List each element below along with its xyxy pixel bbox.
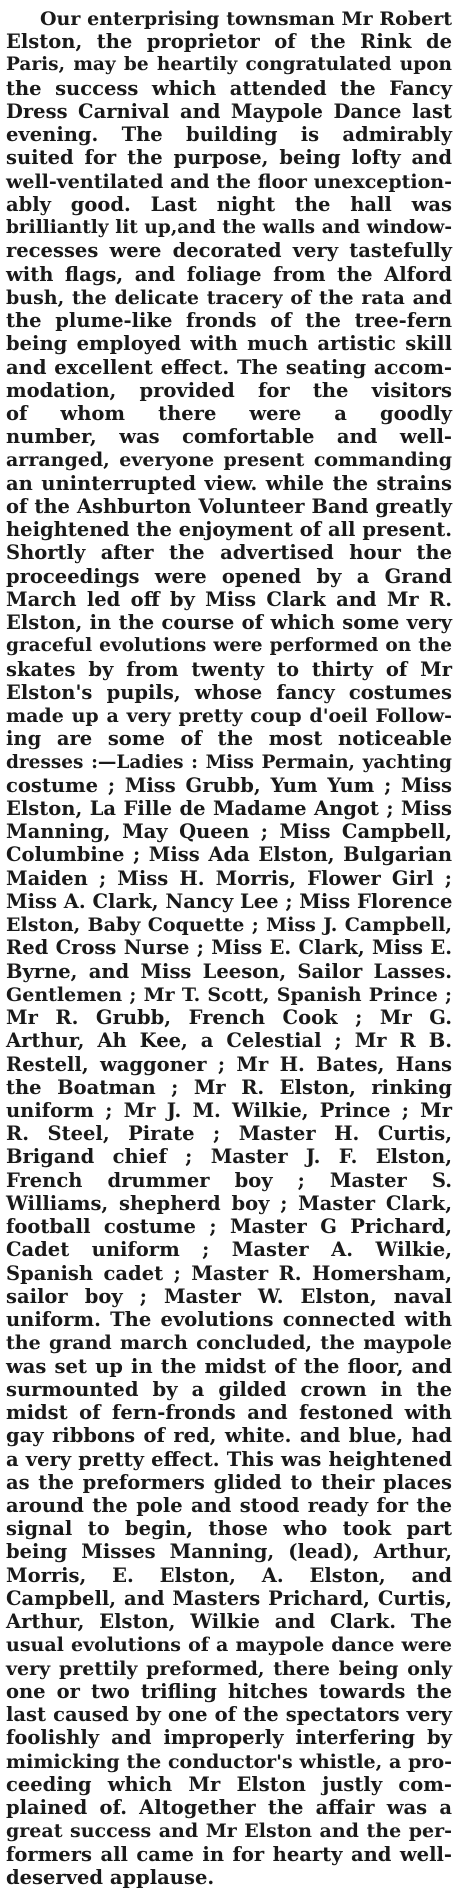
article-line: last caused by one of the spectators very — [6, 1703, 452, 1727]
article-line: Mr R. Grubb, French Cook ; Mr G. — [6, 1006, 452, 1030]
article-line: brilliantly lit up,and the walls and window- — [6, 217, 452, 239]
article-line: suited for the purpose, being lofty and — [6, 146, 452, 170]
article-line: March led off by Miss Clark and Mr R. — [6, 587, 452, 611]
article-line: Spanish cadet ; Master R. Homersham, — [6, 1261, 452, 1285]
article-line: usual evolutions of a maypole dance were — [6, 1634, 452, 1657]
article-line: was set up in the midst of the floor, and — [6, 1354, 452, 1378]
article-line: made up a very pretty coup d'oeil Follow- — [6, 705, 452, 728]
article-line: skates by from twenty to thirty of Mr — [6, 657, 452, 681]
article-line: very prettily preformed, there being only — [6, 1657, 452, 1680]
article-line: ceeding which Mr Elston justly com- — [6, 1772, 452, 1796]
article-line: of whom there were a goodly — [6, 401, 452, 425]
article-line: mimicking the conductor's whistle, a pro- — [6, 1750, 452, 1773]
article-line: Miss A. Clark, Nancy Lee ; Miss Florence — [6, 889, 453, 913]
article-line: uniform. The evolutions connected with — [6, 1308, 452, 1332]
article-line: ably good. Last night the hall was — [6, 192, 452, 216]
article-line: signal to begin, those who took part — [6, 1517, 452, 1541]
article-line: sailor boy ; Master W. Elston, naval — [6, 1284, 452, 1308]
article-line: being Misses Manning, (lead), Arthur, — [6, 1540, 452, 1564]
article-line: recesses were decorated very tastefully — [6, 239, 452, 263]
article-line: French drummer boy ; Master S. — [6, 1168, 452, 1192]
article-line: Maiden ; Miss H. Morris, Flower Girl ; — [6, 866, 452, 890]
article-line: bush, the delicate tracery of the rata and — [6, 286, 452, 309]
article-line: Byrne, and Miss Leeson, Sailor Lasses. — [6, 959, 452, 983]
article-line: Arthur, Elston, Wilkie and Clark. The — [6, 1610, 452, 1634]
article-line: well-ventilated and the floor unexception- — [6, 170, 452, 193]
article-line: R. Steel, Pirate ; Master H. Curtis, — [6, 1122, 452, 1146]
article-line: a very pretty effect. This was heightened — [6, 1447, 452, 1471]
article-line: being employed with much artistic skill — [6, 332, 452, 356]
article-line: deserved applause. — [6, 1865, 215, 1889]
article-line: Columbine ; Miss Ada Elston, Bulgarian — [6, 843, 452, 867]
article-line: Elston, in the course of which some very — [6, 611, 452, 635]
article-line: Brigand chief ; Master J. F. Elston, — [6, 1145, 452, 1169]
article-line: Paris, may be heartily congratulated upon — [6, 54, 452, 76]
article-line: Restell, waggoner ; Mr H. Bates, Hans — [6, 1052, 452, 1076]
article-line: around the pole and stood ready for the — [6, 1494, 452, 1517]
article-line: Manning, May Queen ; Miss Campbell, — [6, 820, 452, 844]
article-line: football costume ; Master G Prichard, — [6, 1215, 452, 1239]
article-line: costume ; Miss Grubb, Yum Yum ; Miss — [6, 773, 452, 797]
article-line: ing are some of the most noticeable — [6, 727, 452, 751]
article-line: Elston, Baby Coquette ; Miss J. Campbell, — [6, 914, 452, 937]
article-line: gay ribbons of red, white. and blue, had — [6, 1424, 452, 1448]
article-line: graceful evolutions were performed on the — [6, 635, 452, 657]
article-line: as the preformers glided to their places — [6, 1470, 452, 1494]
article-line: number, was comfortable and well- — [6, 425, 452, 449]
article-line: with flags, and foliage from the Alford — [6, 262, 452, 286]
article-line: Cadet uniform ; Master A. Wilkie, — [6, 1238, 452, 1262]
article-line: Elston's pupils, whose fancy costumes — [6, 680, 452, 704]
article-line: Williams, shepherd boy ; Master Clark, — [6, 1191, 452, 1215]
article-line: formers all came in for hearty and well- — [6, 1842, 452, 1866]
article-line: one or two trifling hitches towards the — [6, 1679, 452, 1703]
article-line: Shortly after the advertised hour the — [6, 541, 452, 565]
newspaper-article — [6, 4, 452, 1893]
article-line: Morris, E. Elston, A. Elston, and — [6, 1563, 452, 1587]
article-line: and excellent effect. The seating accom- — [6, 355, 452, 379]
article-line: plained of. Altogether the affair was a — [6, 1796, 452, 1820]
article-line: arranged, everyone present commanding — [6, 449, 452, 472]
article-line: proceedings were opened by a Grand — [6, 564, 452, 588]
article-line: an uninterrupted view. while the strains — [6, 471, 452, 495]
article-line: Arthur, Ah Kee, a Celestial ; Mr R B. — [6, 1029, 452, 1053]
article-line: the success which attended the Fancy — [6, 76, 452, 100]
article-line: Elston, La Fille de Madame Angot ; Miss — [6, 796, 452, 820]
article-line: dresses :—Ladies : Miss Permain, yachting — [6, 751, 452, 773]
article-line: the plume-like fronds of the tree-fern — [6, 309, 452, 333]
article-line: the Boatman ; Mr R. Elston, rinking — [6, 1075, 452, 1099]
article-line: Our enterprising townsman Mr Robert — [40, 8, 452, 30]
article-line: Gentlemen ; Mr T. Scott, Spanish Prince ; — [6, 983, 452, 1006]
article-line: midst of fern-fronds and festoned with — [6, 1401, 452, 1425]
article-line: of the Ashburton Volunteer Band greatly — [6, 494, 452, 518]
article-line: heightened the enjoyment of all present. — [6, 518, 452, 542]
article-line: Campbell, and Masters Prichard, Curtis, — [6, 1586, 452, 1610]
article-line: the grand march concluded, the maypole — [6, 1332, 452, 1355]
article-line: Dress Carnival and Maypole Dance last — [6, 99, 452, 123]
article-line: foolishly and improperly interfering by — [6, 1726, 452, 1750]
article-line: evening. The building is admirably — [6, 123, 452, 147]
article-line: Red Cross Nurse ; Miss E. Clark, Miss E. — [6, 936, 452, 960]
article-line: surmounted by a gilded crown in the — [6, 1377, 452, 1401]
article-line: great success and Mr Elston and the per- — [6, 1820, 452, 1843]
article-line: Elston, the proprietor of the Rink de — [6, 30, 452, 54]
article-line: modation, provided for the visitors — [6, 378, 452, 402]
article-line: uniform ; Mr J. M. Wilkie, Prince ; Mr — [6, 1099, 452, 1123]
